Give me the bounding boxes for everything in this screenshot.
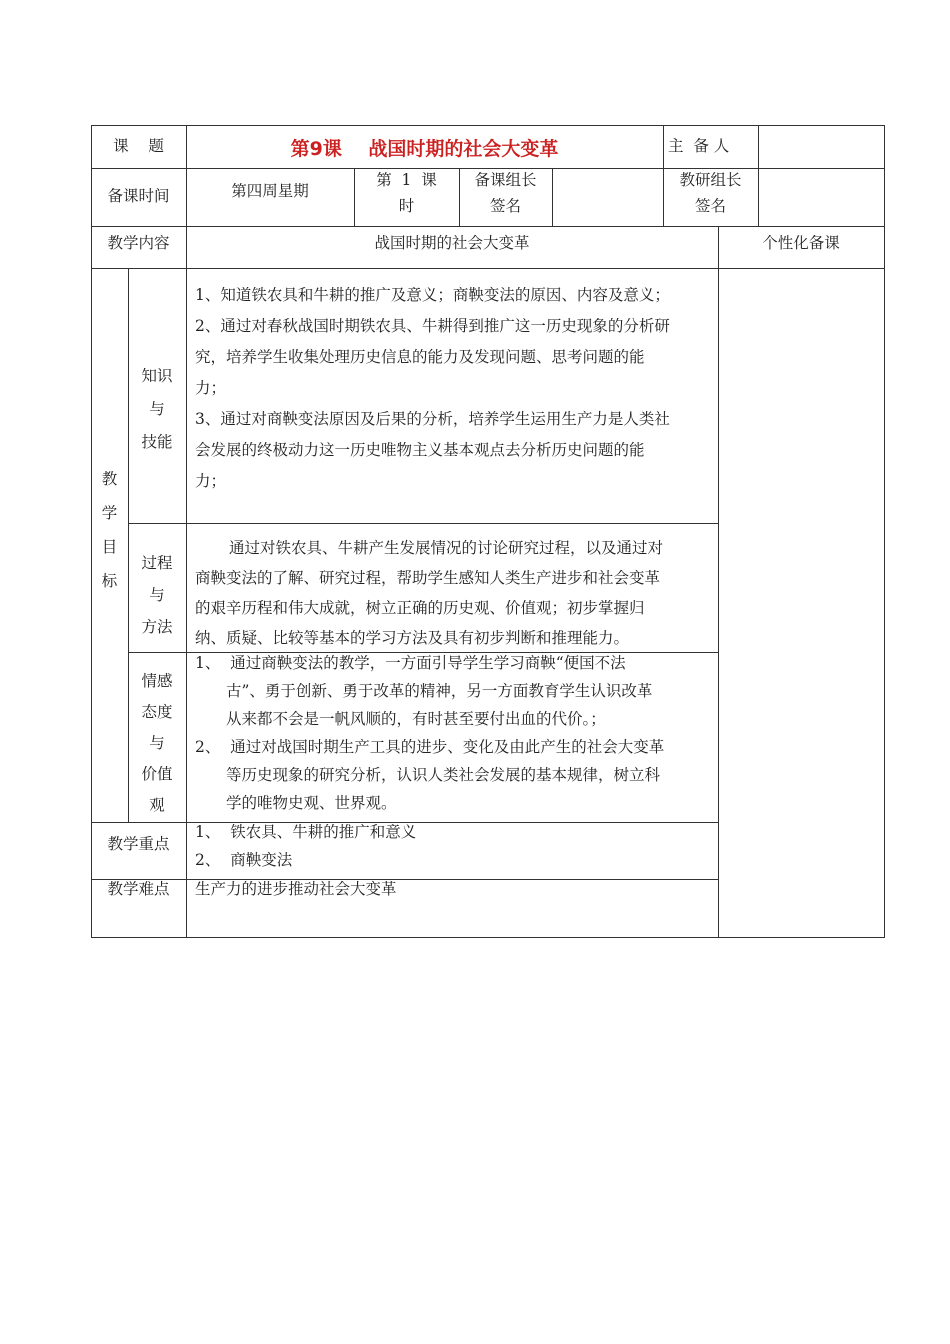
objectives-label-char: 教: [101, 470, 118, 488]
emotion-label-line: 价值: [141, 765, 173, 783]
emotion-line: 1、 通过商鞅变法的教学，一方面引导学生学习商鞅“便国不法: [195, 654, 626, 672]
period-line-1: 第 1 课: [376, 171, 437, 189]
process-label-line: 与: [149, 586, 165, 604]
objectives-label-char: 学: [101, 504, 118, 522]
content-value: 战国时期的社会大变革: [374, 234, 530, 252]
knowledge-line: 究，培养学生收集处理历史信息的能力及发现问题、思考问题的能: [195, 348, 645, 366]
key-point-line: 2、 商鞅变法: [195, 851, 293, 869]
knowledge-text: [195, 280, 715, 497]
difficulties-label: 教学难点: [107, 880, 170, 898]
research-leader-label-2: 签名: [694, 197, 726, 215]
table-border-right: [884, 125, 885, 938]
emotion-label-line: 态度: [141, 703, 173, 721]
process-line: 纳、质疑、比较等基本的学习方法及具有初步判断和推理能力。: [195, 629, 630, 647]
process-label-line: 方法: [141, 618, 173, 636]
knowledge-label-line: 技能: [141, 433, 173, 451]
row-divider: [128, 523, 718, 524]
lesson-title: 第9课 战国时期的社会大变革: [290, 138, 559, 160]
group-leader-label-1: 备课组长: [474, 171, 537, 189]
col-divider: [552, 168, 553, 226]
knowledge-line: 会发展的终极动力这一历史唯物主义基本观点去分析历史问题的能: [195, 441, 645, 459]
knowledge-line: 力；: [195, 379, 227, 397]
knowledge-label-line: 知识: [141, 367, 173, 385]
preparer-label: 主 备 人: [668, 137, 730, 155]
process-line: 的艰辛历程和伟大成就，树立正确的历史观、价值观；初步掌握归: [195, 599, 645, 617]
emotion-label-line: 观: [149, 796, 165, 814]
objectives-label-char: 目: [101, 538, 118, 556]
personal-prep-label: 个性化备课: [762, 234, 840, 252]
col-divider: [718, 226, 719, 937]
row-divider: [91, 226, 885, 227]
table-border-top: [91, 125, 885, 126]
topic-label: 课 题: [113, 137, 164, 155]
col-divider: [758, 125, 759, 226]
col-divider: [186, 268, 187, 937]
prep-time-value: 第四周星期: [231, 182, 309, 200]
key-points-text: [195, 818, 695, 874]
table-border-bottom: [91, 937, 885, 938]
emotion-line: 从来都不会是一帆风顺的，有时甚至要付出血的代价。；: [226, 710, 606, 728]
emotion-label: [128, 666, 186, 821]
emotion-text: [195, 649, 715, 817]
prep-time-label: 备课时间: [107, 187, 170, 205]
knowledge-line: 力；: [195, 472, 227, 490]
difficulties-value: 生产力的进步推动社会大变革: [195, 880, 397, 898]
process-text: [195, 533, 715, 653]
knowledge-label-line: 与: [149, 400, 165, 418]
emotion-line: 古”、勇于创新、勇于改革的精神，另一方面教育学生认识改革: [226, 682, 653, 700]
knowledge-label: [128, 360, 186, 459]
key-point-line: 1、 铁农具、牛耕的推广和意义: [195, 823, 417, 841]
emotion-label-line: 与: [149, 734, 165, 752]
knowledge-line: 2、通过对春秋战国时期铁农具、牛耕得到推广这一历史现象的分析研: [195, 317, 670, 335]
process-line: 商鞅变法的了解、研究过程，帮助学生感知人类生产进步和社会变革: [195, 569, 661, 587]
emotion-label-line: 情感: [141, 672, 173, 690]
process-label: [128, 547, 186, 643]
knowledge-line: 1、知道铁农具和牛耕的推广及意义；商鞅变法的原因、内容及意义；: [195, 286, 670, 304]
process-label-line: 过程: [141, 554, 173, 572]
emotion-line: 等历史现象的研究分析，认识人类社会发展的基本规律，树立科: [226, 766, 661, 784]
content-label: 教学内容: [107, 234, 170, 252]
objectives-label: [91, 462, 128, 598]
process-line: 通过对铁农具、牛耕产生发展情况的讨论研究过程，以及通过对: [229, 539, 664, 557]
knowledge-line: 3、通过对商鞅变法原因及后果的分析，培养学生运用生产力是人类社: [195, 410, 670, 428]
emotion-line: 2、 通过对战国时期生产工具的进步、变化及由此产生的社会大变革: [195, 738, 665, 756]
group-leader-label-2: 签名: [489, 197, 521, 215]
row-divider: [91, 168, 885, 169]
row-divider: [91, 268, 885, 269]
research-leader-label-1: 教研组长: [679, 171, 742, 189]
emotion-line: 学的唯物史观、世界观。: [226, 794, 397, 812]
objectives-label-char: 标: [101, 572, 118, 590]
key-points-label: 教学重点: [107, 835, 170, 853]
period-line-2: 时: [398, 197, 415, 215]
